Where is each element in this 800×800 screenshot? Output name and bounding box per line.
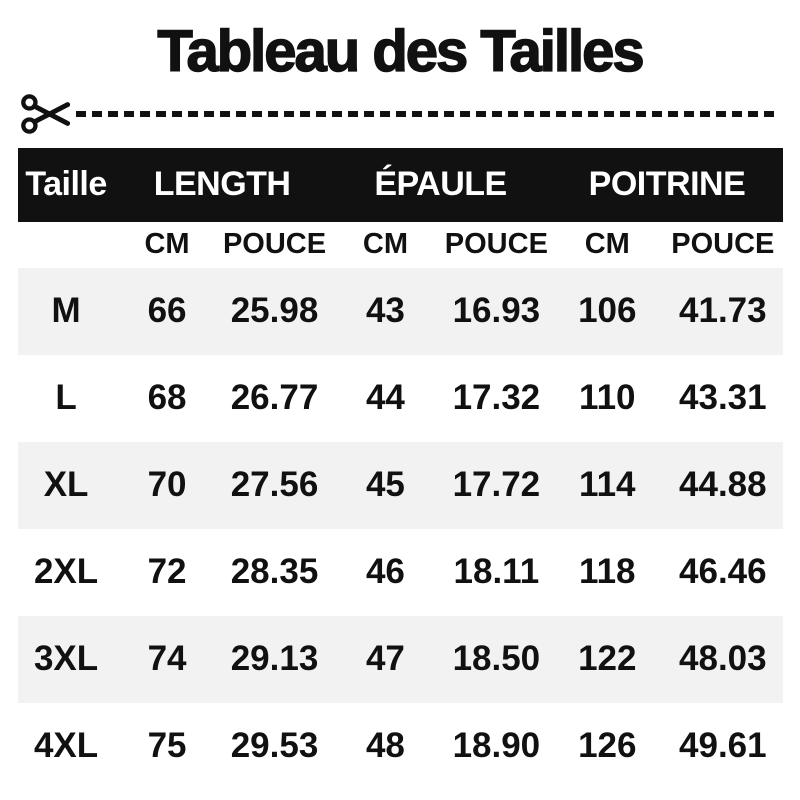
table-row [18,268,783,355]
header-group-epaule: ÉPAULE [330,148,552,222]
value-cell: 16.93 [441,268,551,355]
value-cell: 48.03 [663,616,782,703]
page-title: Tableau des Tailles [157,19,643,84]
value-cell: 41.73 [663,268,782,355]
dashed-cut-line [76,111,776,117]
value-cell: 47 [330,616,442,703]
size-cell: L [18,355,115,442]
size-cell: 2XL [18,529,115,616]
header-group-length: LENGTH [115,148,330,222]
value-cell: 17.72 [441,442,551,529]
value-cell: 114 [551,442,663,529]
size-cell: XL [18,442,115,529]
value-cell: 126 [551,703,663,790]
size-cell: M [18,268,115,355]
value-cell: 68 [115,355,220,442]
table-row [18,703,783,790]
unit-header-cell: CM [330,222,442,268]
value-cell: 72 [115,529,220,616]
value-cell: 28.35 [219,529,329,616]
value-cell: 27.56 [219,442,329,529]
value-cell: 66 [115,268,220,355]
value-cell: 75 [115,703,220,790]
scissors-icon [20,92,72,136]
value-cell: 106 [551,268,663,355]
value-cell: 44.88 [663,442,782,529]
value-cell: 46.46 [663,529,782,616]
value-cell: 29.53 [219,703,329,790]
value-cell: 70 [115,442,220,529]
value-cell: 18.50 [441,616,551,703]
table-row [18,529,783,616]
value-cell: 43.31 [663,355,782,442]
value-cell: 110 [551,355,663,442]
value-cell: 25.98 [219,268,329,355]
size-cell: 3XL [18,616,115,703]
units-empty-cell [18,222,115,268]
value-cell: 17.32 [441,355,551,442]
cut-line [20,92,776,136]
unit-header-cell: POUCE [663,222,782,268]
value-cell: 18.90 [441,703,551,790]
value-cell: 118 [551,529,663,616]
value-cell: 49.61 [663,703,782,790]
value-cell: 48 [330,703,442,790]
unit-header-cell: CM [115,222,220,268]
table-row [18,442,783,529]
table-row [18,355,783,442]
value-cell: 44 [330,355,442,442]
header-size-column: Taille [18,148,115,222]
value-cell: 122 [551,616,663,703]
value-cell: 18.11 [441,529,551,616]
value-cell: 46 [330,529,442,616]
value-cell: 29.13 [219,616,329,703]
size-chart-table [18,148,783,790]
value-cell: 26.77 [219,355,329,442]
size-chart-page [0,20,800,800]
units-header-row [18,222,783,268]
value-cell: 45 [330,442,442,529]
unit-header-cell: POUCE [441,222,551,268]
unit-header-cell: POUCE [219,222,329,268]
value-cell: 74 [115,616,220,703]
header-group-poitrine: POITRINE [551,148,782,222]
header-band-row [18,148,783,222]
value-cell: 43 [330,268,442,355]
size-cell: 4XL [18,703,115,790]
unit-header-cell: CM [551,222,663,268]
table-row [18,616,783,703]
